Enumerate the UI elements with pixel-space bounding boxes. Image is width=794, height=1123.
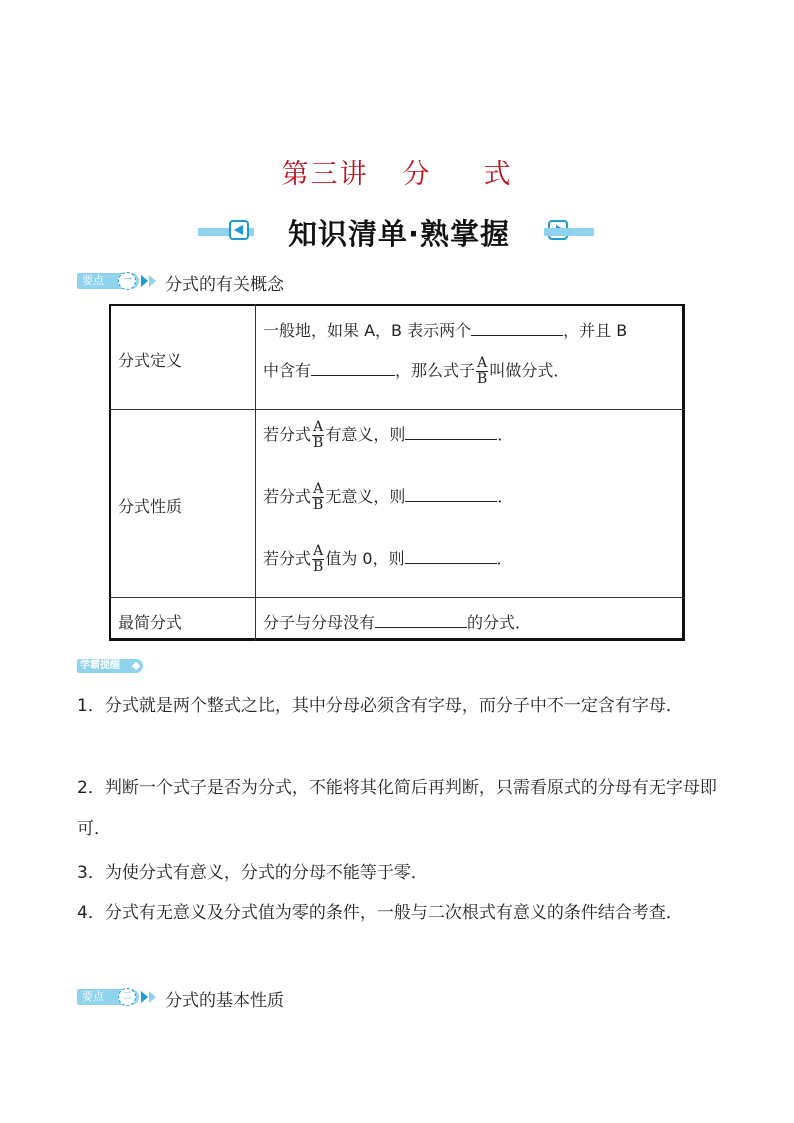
- text: 若分式: [263, 487, 312, 506]
- fill-blank: [311, 361, 395, 376]
- lecture-title: [0, 152, 794, 191]
- text: 有意义，则: [325, 425, 406, 444]
- fill-blank: [405, 549, 497, 564]
- table-row-divider: [109, 409, 685, 410]
- numerator: A: [313, 481, 324, 497]
- section-banner: [0, 212, 794, 252]
- tip-item-4: 4．分式有无意义及分式值为零的条件，一般与二次根式有意义的条件结合考查．: [77, 903, 683, 923]
- table-column-divider: [255, 304, 256, 641]
- badge-label: 要点: [82, 274, 104, 287]
- lecture-topic-2: 式: [483, 159, 513, 190]
- row-label-definition: 分式定义: [118, 351, 183, 370]
- text: ．: [496, 549, 513, 568]
- numerator: A: [313, 543, 324, 559]
- text: ．: [497, 425, 514, 444]
- fraction-a-over-b: [476, 356, 488, 387]
- numerator: A: [477, 355, 488, 371]
- key-point-badge: [77, 273, 139, 289]
- text: ．: [497, 487, 514, 506]
- text: ，那么式子: [395, 361, 476, 380]
- tips-badge-label: 学霸提醒: [80, 660, 120, 671]
- text: 中含有: [263, 361, 312, 380]
- left-arrow-icon: [229, 220, 249, 240]
- text: 无意义，则: [325, 487, 406, 506]
- tips-badge: [77, 659, 143, 673]
- pen-icon: [132, 662, 140, 670]
- banner-title: 知识清单·熟掌握: [287, 217, 511, 251]
- fraction-a-over-b: [312, 420, 324, 451]
- table-border: [109, 304, 685, 641]
- lecture-number: 第三讲: [281, 159, 369, 190]
- definition-line-1: [263, 318, 627, 341]
- property-line-2: [263, 482, 513, 513]
- fill-blank: [375, 613, 467, 628]
- fraction-a-over-b: [312, 544, 324, 575]
- fill-blank: [405, 425, 497, 440]
- text: ，并且 B: [563, 321, 628, 340]
- simplest-line: [263, 610, 531, 633]
- definition-line-2: [263, 356, 569, 387]
- row-label-property: 分式性质: [118, 497, 183, 516]
- fraction-a-over-b: [312, 482, 324, 513]
- text: 叫做分式．: [489, 361, 570, 380]
- tip-item-2: 2．判断一个式子是否为分式，不能将其化简后再判断，只需看原式的分母有无字母即可．: [77, 778, 717, 839]
- double-arrow-icon: [141, 275, 161, 287]
- property-line-1: [263, 420, 513, 451]
- badge-number: 二: [118, 988, 136, 1006]
- property-line-3: [263, 544, 513, 575]
- table-row-divider: [109, 597, 685, 598]
- denominator: B: [477, 371, 488, 387]
- double-arrow-icon: [141, 991, 161, 1003]
- numerator: A: [313, 419, 324, 435]
- text: 的分式．: [467, 613, 532, 632]
- lecture-topic-1: 分: [402, 159, 432, 190]
- row-label-simplest: 最简分式: [118, 613, 183, 632]
- section-title: 分式的基本性质: [165, 991, 284, 1011]
- fill-blank: [471, 321, 563, 336]
- text: 值为 0，则: [325, 549, 405, 568]
- denominator: B: [313, 435, 324, 451]
- text: 若分式: [263, 549, 312, 568]
- concept-table: [109, 304, 685, 641]
- tip-item-3: 3．为使分式有意义，分式的分母不能等于零．: [77, 863, 428, 883]
- badge-number: 一: [118, 272, 136, 290]
- key-point-badge: [77, 989, 139, 1005]
- banner-right-bar: [544, 228, 594, 236]
- tip-item-1: 1．分式就是两个整式之比，其中分母必须含有字母，而分子中不一定含有字母．: [77, 696, 683, 716]
- fill-blank: [405, 487, 497, 502]
- badge-label: 要点: [82, 990, 104, 1003]
- text: 若分式: [263, 425, 312, 444]
- section-title: 分式的有关概念: [165, 275, 284, 295]
- denominator: B: [313, 559, 324, 575]
- text: 一般地，如果 A，B 表示两个: [263, 321, 472, 340]
- denominator: B: [313, 497, 324, 513]
- text: 分子与分母没有: [263, 613, 376, 632]
